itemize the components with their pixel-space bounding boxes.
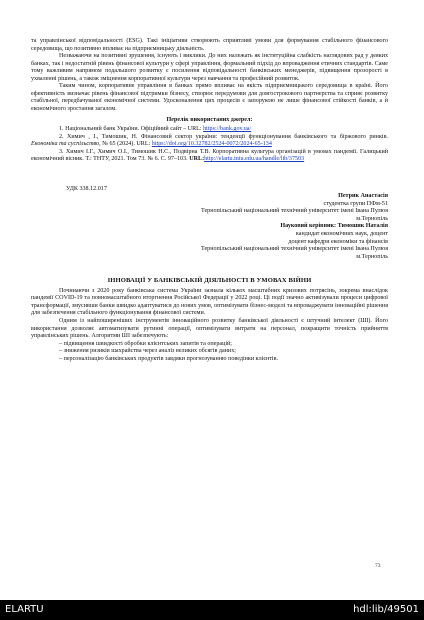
page-content: [31, 38, 388, 363]
footer-bar: [0, 600, 424, 620]
author-name-text: Петрик Анастасія: [338, 193, 388, 200]
author-university: Тернопільський національний технічний університет імені Івана Пулюя: [200, 208, 388, 215]
supervisor-position: доцент кафедри економіки та фінансів: [288, 238, 388, 245]
author-city: м.Тернопіль: [356, 215, 388, 222]
supervisor-name: Тимошик Наталія: [337, 223, 388, 230]
reference-item-2: [31, 134, 388, 149]
supervisor-line: [31, 223, 388, 231]
reference-2-issue: , № 65 (2024). URL:: [99, 141, 152, 148]
paragraph-esg: та управлінської відповідальності (ESG). Такі ініціативи створюють сприятливі умови для формування стабільного фінансового середовища, що позитивно впливає на підприємницьку діяльність.: [31, 38, 388, 52]
supervisor-city: м.Тернопіль: [356, 253, 388, 260]
article-list-item: – зниження ризиків шахрайства через аналіз великих обсягів даних;: [59, 348, 236, 355]
reference-2-link[interactable]: https://doi.org/10.32782/2524-0072/2024-65-134: [151, 141, 272, 148]
reference-1-link[interactable]: https://bank.gov.ua/: [203, 126, 252, 133]
supervisor-university: Тернопільський національний технічний університет імені Івана Пулюя: [200, 246, 388, 253]
reference-1-text: 1. Національний банк України. Офіційний сайт – URL:: [59, 126, 204, 133]
reference-item-3: [31, 149, 388, 164]
supervisor-degree: кандидат економічних наук, доцент: [295, 231, 388, 238]
reference-3-text: 3. Химич І.Г., Химич О.І., Тимошик Н.С., Подвірна Т.В. Корпоративна культура організацій в умовах пандемії. Галицький економічний вісник. Т.: ТНТУ, 2021. Том 73. № 6. С. 97–103.: [31, 148, 388, 163]
reference-item-1: [31, 126, 388, 134]
udk-code: УДК 338.12.017: [66, 185, 107, 192]
author-name: [31, 193, 388, 201]
article-list-item: – підвищення швидкості обробки клієнтських запитів та операцій;: [59, 340, 232, 347]
reference-3-link[interactable]: http://elartu.tntu.edu.ua/handle/lib/37503: [204, 156, 305, 163]
reference-3-url-label: URL:: [189, 156, 205, 163]
reference-2-text: 2. Химич , І., Тимошик, Н. Фінансовий сектор україни: тенденції функціонування банківського та біржового ринків.: [59, 133, 388, 140]
references-title: Перелік використаних джерел:: [166, 117, 253, 124]
article-list-item: – персоналізацію банківських продуктів завдяки прогнозуванню поведінки клієнтів.: [59, 355, 279, 362]
footer-handle: hdl:lib/49501: [353, 604, 419, 615]
paragraph-challenges: Незважаючи на позитивні зрушення, існують і виклики. До них належать як інституційна слабкість наглядових рад у деяких банках, так і недостатній рівень фінансової культури у сфері управління, формальний підхід до впровадження етичних стандартів. Саме тому важливим напрямом подальшого розвитку є посилення відповідальності банківських менеджерів, підвищення прозорості в ухваленні рішень, а також зміцнення корпоративної культури через навчання та професійний розвиток.: [31, 53, 388, 82]
page-number: 73: [375, 563, 381, 569]
paragraph-conclusion: Таким чином, корпоративне управління в банках прямо впливає на якість підприємницького середовища в країні. Його ефективність визначає рівень фінансової підтримки бізнесу, створює передумови для довгострокового партнерства та сприяє розвитку стабільної, передбачуваної економічної системи. Удосконалення цих процесів є запорукою не лише фінансової стійкості банків, а й економічного зростання загалом.: [31, 83, 388, 112]
article-paragraph-2: Одним із найпоширеніших інструментів інноваційного розвитку банківської діяльності є штучний інтелект (ШІ). Його використання дозволяє автоматизувати рутинні операції, оптимізувати витрати на персонал, покращити точність прийняття управлінських рішень. Алгоритми ШІ забезпечують:: [31, 317, 388, 340]
footer-repository-name: ELARTU: [5, 604, 44, 615]
author-group: студентка групи ПФм-51: [323, 200, 388, 207]
supervisor-label: Науковий керівник:: [280, 223, 338, 230]
article-paragraph-1: Починаючи з 2020 року банківська система України зазнала кількох масштабних кризових потрясінь, зокрема внаслідок пандемії COVID-19 та повномасштабного вторгнення Російської Федерації у 2022 році. Ці події значно активізували процеси цифрової трансформації, змусивши банки швидко адаптуватися до нових умов, оптимізувати бізнес-моделі та впроваджувати інноваційні рішення для забезпечення стабільного функціонування фінансової системи.: [31, 287, 388, 317]
reference-2-journal: Економіка та суспільство: [31, 141, 100, 148]
article-title: ІННОВАЦІЇ У БАНКІВСЬКІЙ ДІЯЛЬНОСТІ В УМОВАХ ВІЙНИ: [107, 277, 312, 285]
